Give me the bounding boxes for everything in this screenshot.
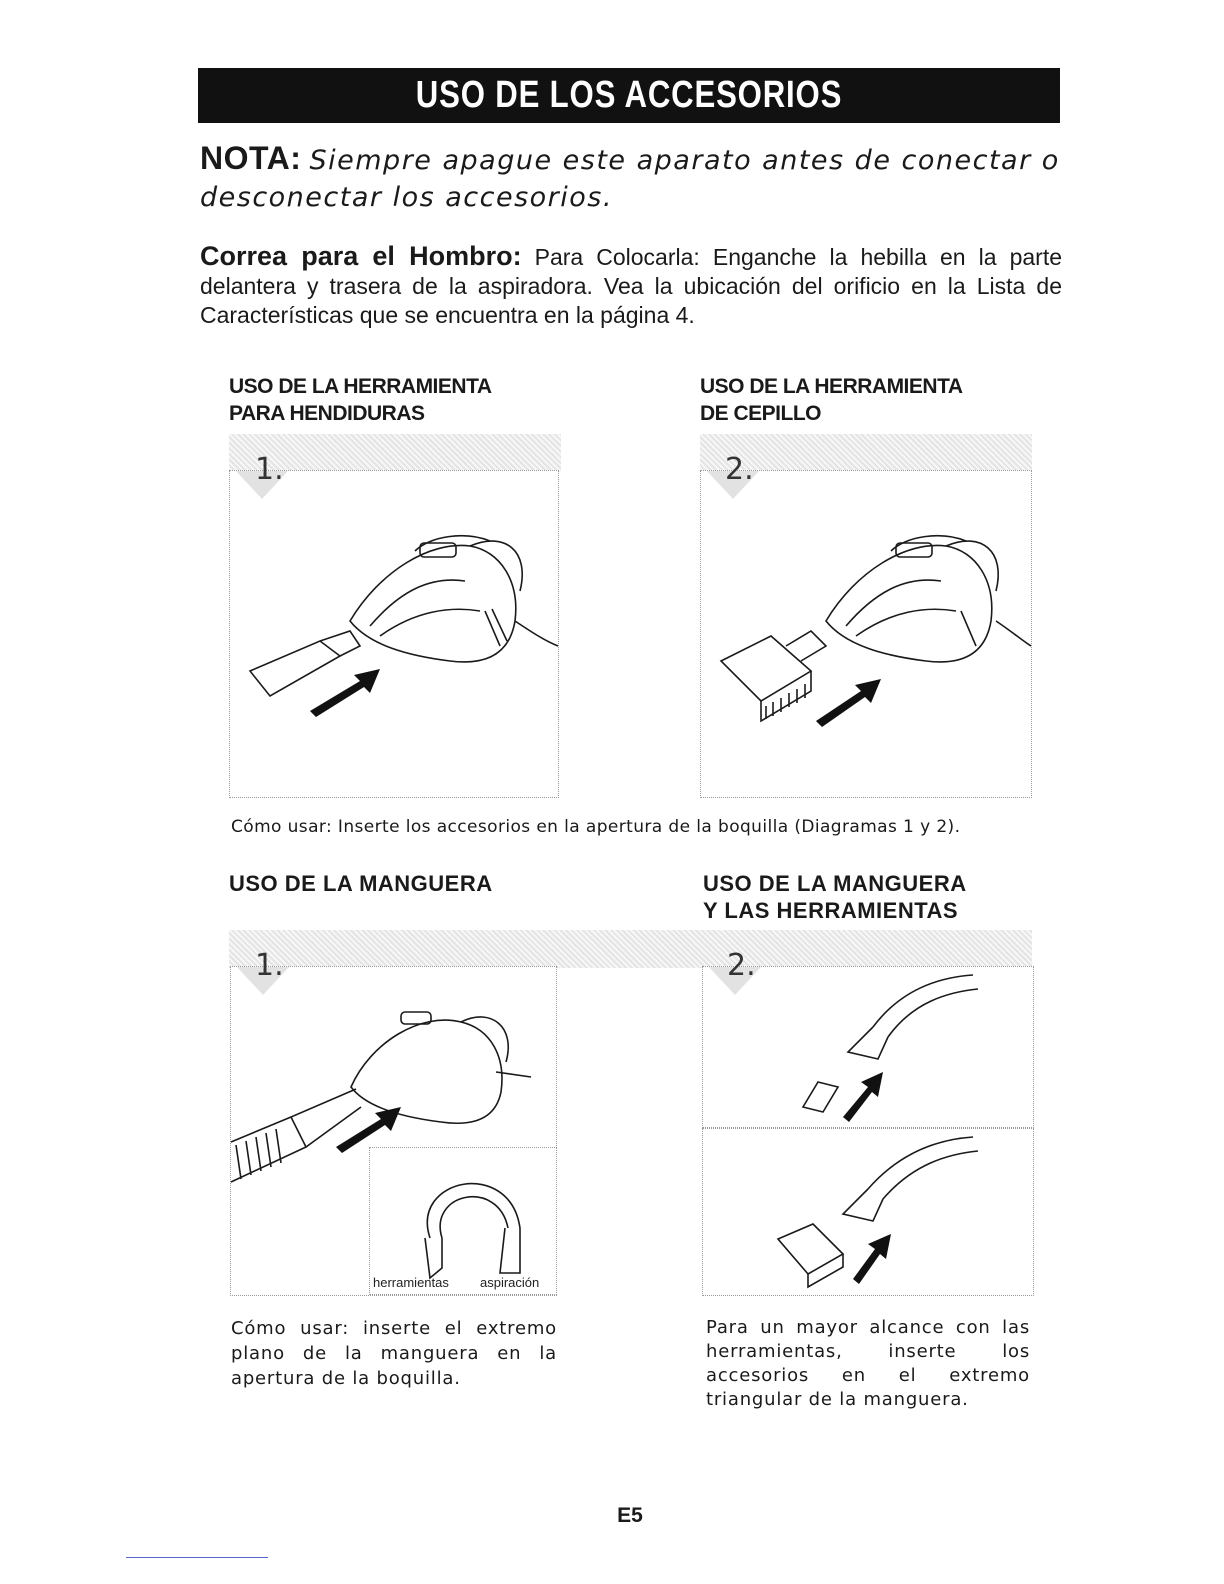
diagram-3-step: 1. bbox=[255, 948, 284, 983]
crevice-tool-title bbox=[229, 373, 492, 427]
tools-end-label: herramientas bbox=[373, 1275, 449, 1290]
note-paragraph bbox=[200, 140, 1070, 216]
hose-tools-title-line-1: USO DE LA MANGUERA bbox=[703, 871, 967, 896]
diagram-4-step: 2. bbox=[727, 948, 756, 983]
hose-caption: Cómo usar: inserte el extremo plano de la manguera en la apertura de la boquilla. bbox=[231, 1318, 557, 1389]
note-label: NOTA: bbox=[200, 140, 302, 176]
brush-tool-title-line-1: USO DE LA HERRAMIENTA bbox=[700, 375, 963, 398]
page-title bbox=[198, 68, 1060, 123]
note-text: Siempre apague este aparato antes de conectar o desconectar los accesorios. bbox=[200, 145, 1060, 213]
hose-crevice-diagram bbox=[702, 966, 1034, 1128]
page-title-text: USO DE LOS ACCESORIOS bbox=[415, 74, 843, 116]
footer-divider bbox=[126, 1557, 268, 1558]
hose-brush-diagram bbox=[702, 1128, 1034, 1296]
hose-inset bbox=[369, 1147, 557, 1295]
brush-tool-diagram bbox=[700, 470, 1032, 798]
vacuum-brush-illustration bbox=[701, 471, 1031, 797]
hose-ends-illustration bbox=[370, 1148, 556, 1294]
hose-diagram bbox=[230, 966, 557, 1296]
hose-tools-caption: Para un mayor alcance con las herramientas, inserte los accesorios en el extremo triangular de la manguera. bbox=[706, 1317, 1030, 1410]
page-number: E5 bbox=[617, 1504, 643, 1527]
diagram-1-step: 1. bbox=[255, 452, 284, 487]
crevice-tool-title-line-1: USO DE LA HERRAMIENTA bbox=[229, 375, 492, 398]
shoulder-strap-text: Para Colocarla: Enganche la hebilla en la parte delantera y trasera de la aspiradora. Vea la ubicación del orificio en la Lista de Características que se encuentra en la página 4. bbox=[200, 244, 1063, 328]
hose-crevice-illustration bbox=[703, 967, 1033, 1127]
diagram-3-band bbox=[229, 930, 1032, 968]
section1-caption: Cómo usar: Inserte los accesorios en la apertura de la boquilla (Diagramas 1 y 2). bbox=[231, 817, 961, 837]
vacuum-crevice-illustration bbox=[230, 471, 558, 797]
hose-tools-title bbox=[703, 870, 967, 924]
hose-title: USO DE LA MANGUERA bbox=[229, 871, 493, 896]
crevice-tool-title-line-2: PARA HENDIDURAS bbox=[229, 402, 425, 425]
hose-tools-title-line-2: Y LAS HERRAMIENTAS bbox=[703, 898, 959, 923]
hose-brush-illustration bbox=[703, 1129, 1033, 1295]
shoulder-strap-label: Correa para el Hombro: bbox=[200, 241, 522, 271]
diagram-2-step: 2. bbox=[725, 452, 754, 487]
brush-tool-title bbox=[700, 373, 963, 427]
suction-end-label: aspiración bbox=[480, 1275, 540, 1290]
crevice-tool-diagram bbox=[229, 470, 559, 798]
shoulder-strap-paragraph bbox=[200, 242, 1062, 330]
brush-tool-title-line-2: DE CEPILLO bbox=[700, 402, 822, 425]
